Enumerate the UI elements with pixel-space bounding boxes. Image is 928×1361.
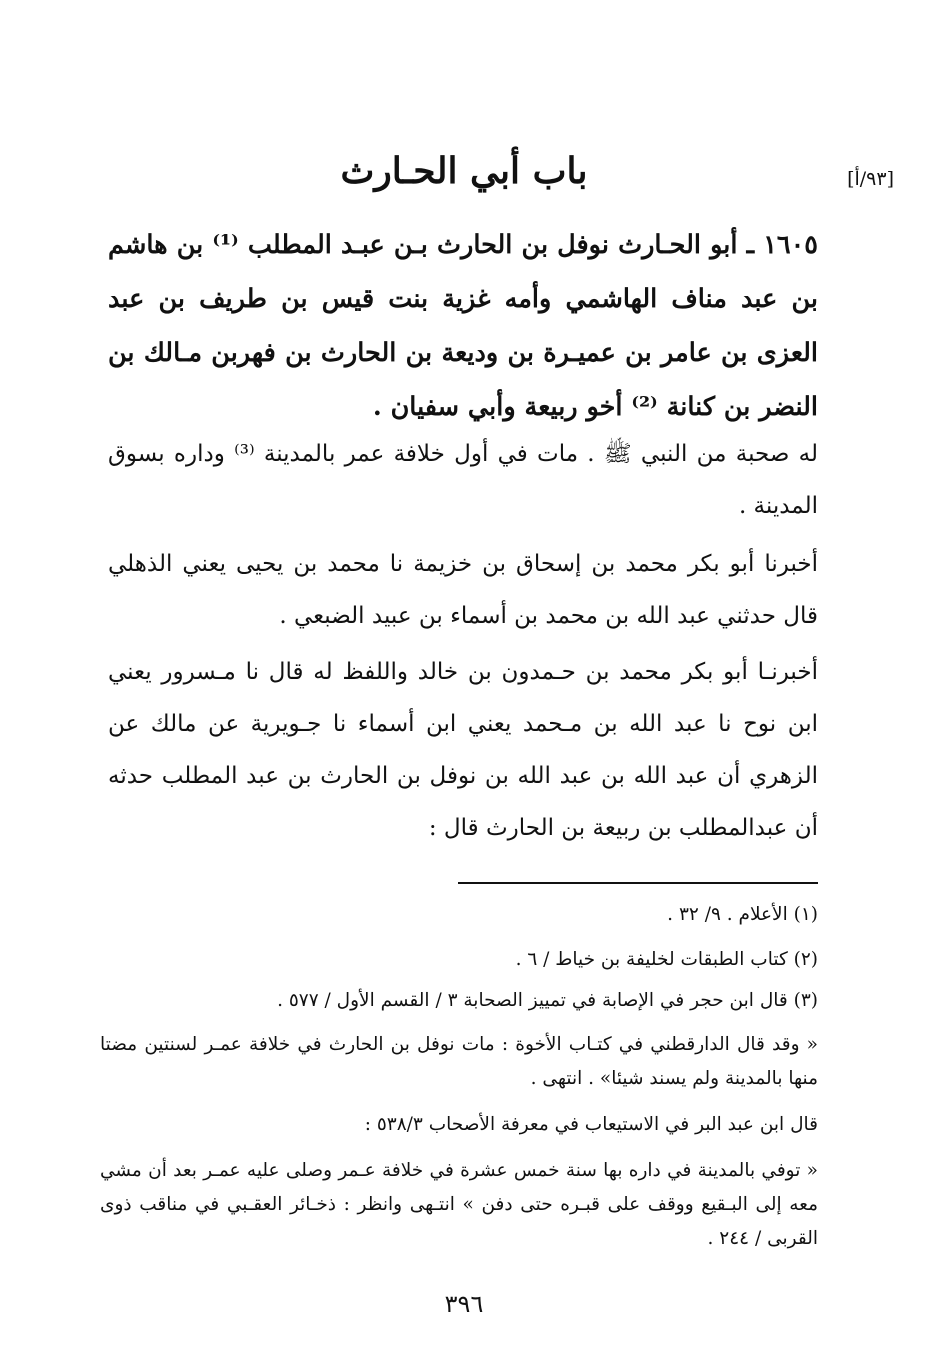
footnote-3-quote-daraqutni: « وقد قال الدارقطني في كتـاب الأخوة : مات نوفل بن الحارث في خلافة عمـر لسنتين مضتا منها بالمدينة ولم يسند شيئا» . انتهى . xyxy=(100,1034,818,1089)
biography-entry: ١٦٠٥ ـ أبو الحـارث نوفل بن الحارث بـن عبـد المطلب ⁽¹⁾ بن هاشم بن عبد مناف الهاشمي وأمه غزية بنت قيس بن طريف بن عبد العزى بن عامر بن عميـرة بن وديعة بن الحارث بن فهربن مـالك بن النضر بن كنانة ⁽²⁾ أخو ربيعة وأبي سفيان . xyxy=(108,230,818,422)
footnote-3-istiab-ref: قال ابن عبد البر في الاستيعاب في معرفة الأصحاب ٥٣٨/٣ : xyxy=(364,1114,818,1135)
footnote-1: (١) الأعلام . ٩/ ٣٢ . xyxy=(667,904,818,925)
footnote-separator xyxy=(458,882,818,884)
footnote-2: (٢) كتاب الطبقات لخليفة بن خياط / ٦ . xyxy=(515,949,818,970)
body-paragraph-isnad-2: أخبرنـا أبو بكر محمد بن حـمدون بن خالد واللفظ له قال نا مـسرور يعني ابن نوح نا عبد الله بن مـحمد يعني ابن أسماء نا جـويرية عن مالك عن الزهري أن عبد الله بن عبد الله بن نوفل بن الحارث بن عبد المطلب حدثه أن عبدالمطلب بن ربيعة بن الحارث قال : xyxy=(108,659,818,841)
chapter-title: باب أبي الحـارث xyxy=(340,150,588,192)
footnote-3: (٣) قال ابن حجر في الإصابة في تمييز الصحابة ٣ / القسم الأول / ٥٧٧ . xyxy=(277,990,818,1011)
body-paragraph-companionship: له صحبة من النبي ﷺ . مات في أول خلافة عمر بالمدينة ⁽³⁾ وداره بسوق المدينة . xyxy=(108,441,818,519)
body-paragraph-isnad-1: أخبرنا أبو بكر محمد بن إسحاق بن خزيمة نا محمد بن يحيى يعني الذهلي قال حدثني عبد الله بن محمد بن أسماء بن عبيد الضبعي . xyxy=(108,551,818,629)
footnote-3-quote-ibn-abd-al-barr: « توفي بالمدينة في داره بها سنة خمس عشرة في خلافة عـمر وصلى عليه عمـر بعد أن مشي معه إلى البـقيع ووقف على قبـره حتى دفن » انتـهى وانظر : ذخـائر العقـبي في مناقب ذوى القربى / ٢٤٤ . xyxy=(100,1160,818,1249)
folio-reference: [٩٣/أ] xyxy=(847,168,894,190)
page-number: ٣٩٦ xyxy=(444,1290,484,1318)
